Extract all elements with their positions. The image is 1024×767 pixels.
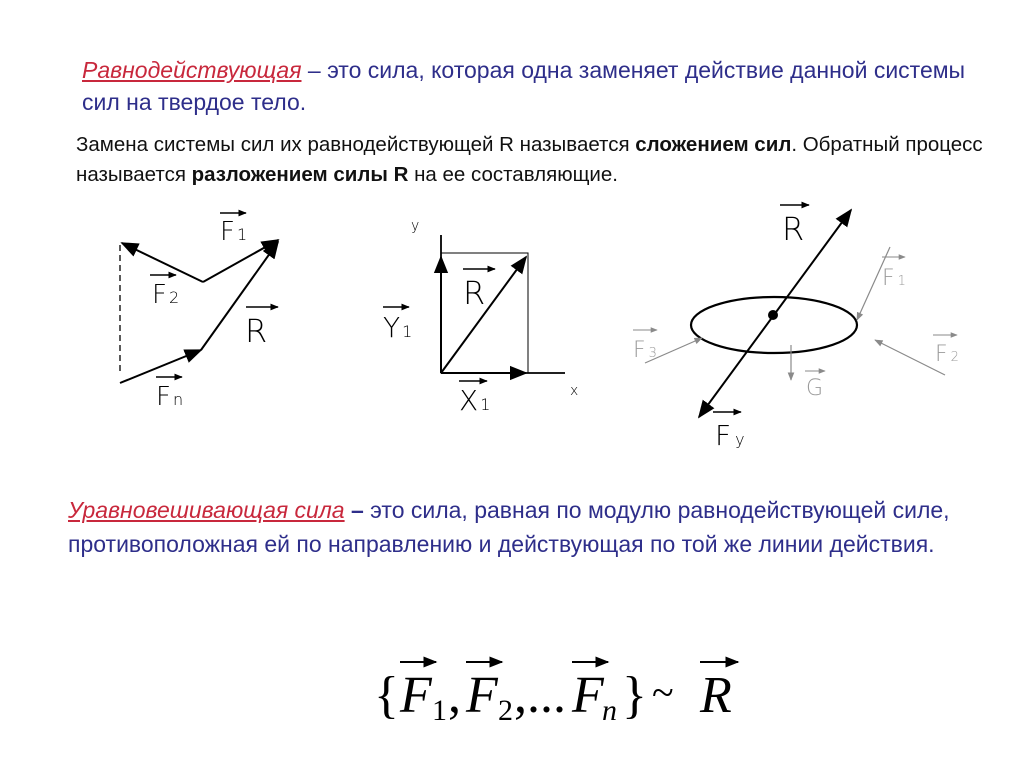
- label-f1: F 1: [882, 266, 906, 291]
- term-resultant: Равнодействующая: [82, 57, 302, 83]
- axis-y-label: y: [411, 218, 420, 234]
- formula-subn: n: [602, 694, 617, 727]
- label-g: G: [806, 376, 824, 401]
- axis-x-label: x: [570, 383, 579, 399]
- definition-equilibrant: [68, 493, 968, 561]
- label-fy: Fy: [715, 419, 745, 452]
- rigid-body-forces-diagram: [625, 195, 985, 465]
- center-point: [768, 310, 778, 320]
- label-f2: F 2: [935, 342, 959, 367]
- formula-tilde: ~: [652, 670, 674, 715]
- definition-addition: [76, 130, 1016, 190]
- formula-fn: F: [572, 667, 604, 724]
- label-fn: Fn: [156, 382, 184, 412]
- formula-f2: F: [466, 667, 498, 724]
- label-f3: F 3: [633, 338, 657, 363]
- vector-f1: [203, 240, 278, 282]
- bold-addition: сложением сил: [635, 133, 792, 156]
- formula-sub1: 1: [432, 694, 447, 727]
- label-r: R: [782, 210, 805, 248]
- label-f1: F 1: [220, 217, 248, 247]
- definition-resultant: [82, 54, 982, 118]
- definition-resultant-text: – это сила, которая одна заменяет действие данной системы сил на твердое тело.: [82, 57, 966, 115]
- definition-addition-part2: . Обратный процесс называется: [76, 133, 983, 186]
- formula-r: R: [700, 667, 732, 724]
- formula-close-brace: }: [622, 667, 647, 724]
- formula-open-brace: {: [374, 667, 399, 724]
- formula-dots: ,...: [514, 667, 566, 724]
- definition-equilibrant-dash: –: [344, 497, 364, 523]
- label-r: R: [463, 274, 486, 312]
- formula-f1: F: [400, 667, 432, 724]
- label-r: R: [245, 312, 268, 350]
- definition-addition-part3: на ее составляющие.: [408, 163, 618, 186]
- force-polygon-diagram: [100, 195, 310, 415]
- vector-f2: [122, 243, 203, 282]
- vector-fn: [120, 350, 201, 383]
- bold-decomposition: разложением силы R: [191, 163, 409, 186]
- axis-decomposition-diagram: [375, 205, 595, 420]
- term-equilibrant: Уравновешивающая сила: [68, 497, 345, 523]
- label-x1: X 1: [459, 384, 491, 417]
- label-y1: Y 1: [383, 311, 413, 344]
- equivalence-formula: [360, 640, 760, 730]
- rigid-body-ellipse: [691, 297, 857, 353]
- label-f2: F 2: [152, 280, 180, 310]
- definition-equilibrant-text: это сила, равная по модулю равнодействующей силе, противоположная ей по направлению и действующая по той же линии действия.: [68, 497, 950, 557]
- formula-sub2: 2: [498, 694, 513, 727]
- formula-comma1: ,: [448, 667, 461, 724]
- definition-addition-part1: Замена системы сил их равнодействующей R называется: [76, 133, 636, 156]
